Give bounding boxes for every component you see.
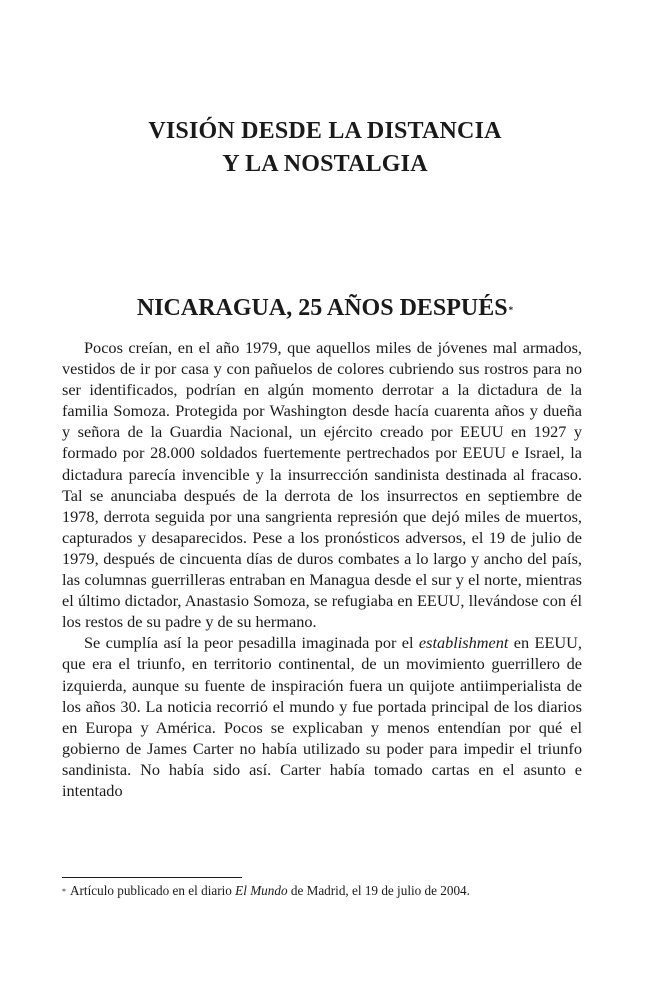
chapter-footnote-marker: * xyxy=(508,305,514,315)
footnote-before: Artículo publicado en el diario xyxy=(70,883,236,898)
section-title-line-1: VISIÓN DESDE LA DISTANCIA xyxy=(148,118,502,144)
paragraph-2-before: Se cumplía así la peor pesadilla imaginada por el xyxy=(84,633,419,653)
chapter-title xyxy=(0,293,650,323)
footnote-divider xyxy=(62,877,242,878)
paragraph-2-after: en EEUU, que era el triunfo, en territorio continental, de un movimiento guerrillero de izquierda, aunque su fuente de inspiración fuera un quijote antiimperialista de los años 30. La noticia recorrió el mundo y fue portada principal de los diarios en Europa y América. Pocos se explicaban y menos entendían por qué el gobierno de James Carter no había utilizado su poder para impedir el triunfo sandinista. No había sido así. Carter había tomado cartas en el asunto e intentado xyxy=(62,633,583,800)
footnote-after: de Madrid, el 19 de julio de 2004. xyxy=(287,883,470,898)
chapter-title-text: NICARAGUA, 25 AÑOS DESPUÉS xyxy=(136,295,508,321)
footnote-emphasis: El Mundo xyxy=(235,883,288,898)
footnote xyxy=(62,882,582,900)
section-title xyxy=(0,115,650,181)
footnote-marker: * xyxy=(62,887,66,896)
paragraph-2 xyxy=(62,632,582,801)
body-text xyxy=(62,337,582,801)
paragraph-1: Pocos creían, en el año 1979, que aquellos miles de jóvenes mal armados, vestidos de ir por casa y con pañuelos de colores cubriendo sus rostros para no ser identificados, podrían en algún momento derrotar a la dictadura de la familia Somoza. Protegida por Washington desde hacía cuarenta años y dueña y señora de la Guardia Nacional, un ejército creado por EEUU en 1927 y formado por 28.000 soldados fuertemente pertrechados por EEUU e Israel, la dictadura parecía invencible y la insurrección sandinista destinada al fracaso. Tal se anunciaba después de la derrota de los insurrectos en septiembre de 1978, derrota seguida por una sangrienta represión que dejó miles de muertos, capturados y desaparecidos. Pese a los pronósticos adversos, el 19 de julio de 1979, después de cincuenta días de duros combates a lo largo y ancho del país, las columnas guerrilleras entraban en Managua desde el sur y el norte, mientras el último dictador, Anastasio Somoza, se refugiaba en EEUU, llevándose con él los restos de su padre y de su hermano. xyxy=(62,338,582,632)
section-title-line-2: Y LA NOSTALGIA xyxy=(222,151,428,177)
paragraph-2-emphasis: establishment xyxy=(418,633,509,653)
